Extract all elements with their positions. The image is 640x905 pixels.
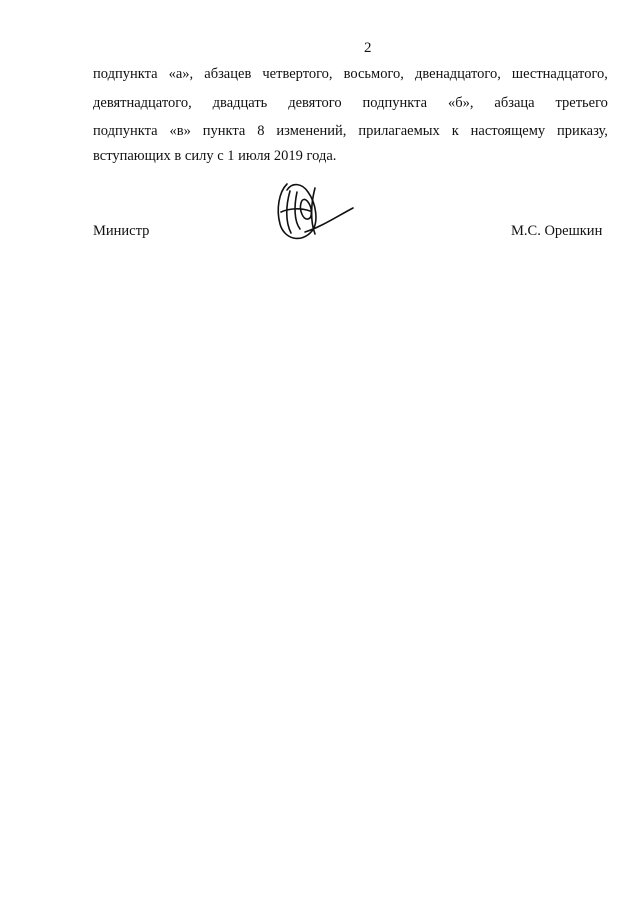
signature-name: М.С. Орешкин (511, 223, 603, 239)
signature-position: Министр (93, 223, 150, 239)
body-line-2: девятнадцатого, двадцать девятого подпункта «б», абзаца третьего (93, 95, 608, 111)
signature-image (270, 172, 356, 248)
body-line-4: вступающих в силу с 1 июля 2019 года. (93, 148, 337, 164)
page-number: 2 (364, 40, 372, 56)
body-line-1: подпункта «а», абзацев четвертого, восьмого, двенадцатого, шестнадцатого, (93, 66, 608, 82)
body-line-3: подпункта «в» пункта 8 изменений, прилагаемых к настоящему приказу, (93, 123, 608, 139)
